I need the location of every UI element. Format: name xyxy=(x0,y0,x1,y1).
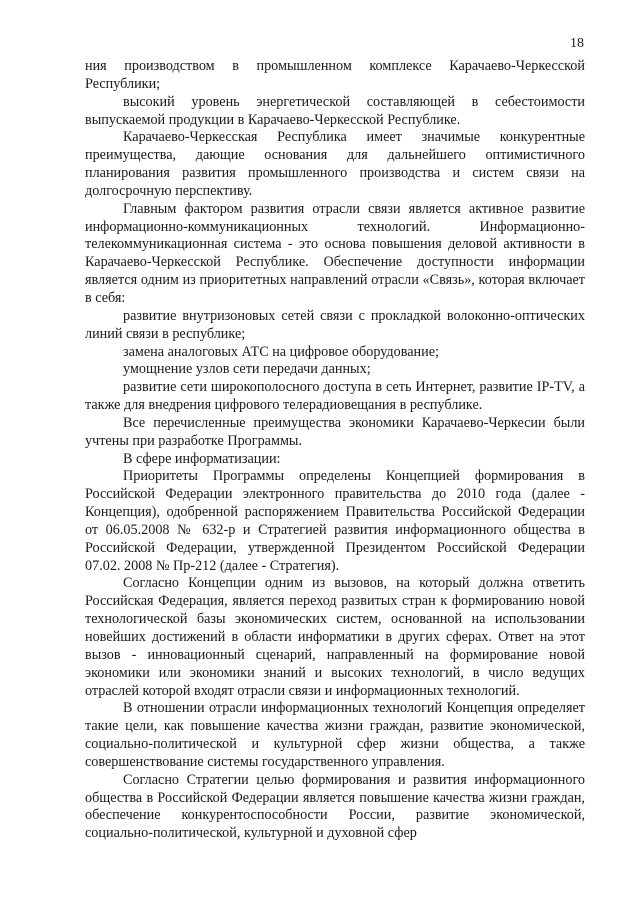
list-item: умощнение узлов сети передачи данных; xyxy=(123,361,371,378)
paragraph: Согласно Стратегии целью формирования и развития информационного общества в Российской Федерации является повышение качества жизни граждан, обеспечение конкурентоспособности России, развитие экономической, социально-политической, культурной и духовной сфер xyxy=(85,771,585,842)
list-item: развитие внутризоновых сетей связи с прокладкой волоконно-оптических линий связи в республике; xyxy=(85,307,585,342)
paragraph: В отношении отрасли информационных технологий Концепция определяет такие цели, как повышение качества жизни граждан, развитие экономической, социально-политической и культурной сфер жизни общества, а также совершенствование системы государственного управления. xyxy=(85,700,585,770)
paragraph: Согласно Концепции одним из вызовов, на который должна ответить Российская Федерация, является переход развитых стран к формированию новой технологической базы экономических систем, основанной на использовании новейших достижений в области информатики в других сферах. Ответ на этот вызов - инновационный сценарий, направленный на формирование новой экономики или экономики знаний и высоких технологий, в число ведущих отраслей которой входят отрасли связи и информационных технологий. xyxy=(85,575,585,699)
paragraph: Все перечисленные преимущества экономики Карачаево-Черкесии были учтены при разработке Программы. xyxy=(85,414,585,449)
paragraph-continuation: ния производством в промышленном комплексе Карачаево-Черкесской Республики; xyxy=(85,58,585,92)
paragraph: высокий уровень энергетической составляющей в себестоимости выпускаемой продукции в Карачаево-Черкесской Республике. xyxy=(85,93,585,128)
list-item: замена аналоговых АТС на цифровое оборудование; xyxy=(123,343,439,360)
document-body xyxy=(85,58,585,843)
paragraph: Главным фактором развития отрасли связи является активное развитие информационно-коммуникационных технологий. Информационно-телекоммуникационная система - это основа повышения деловой активности в Карачаево-Черкесской Республике. Обеспечение доступности информации является одним из приоритетных направлений отрасли «Связь», которая включает в себя: xyxy=(85,200,585,306)
page-number: 18 xyxy=(570,36,584,51)
section-heading: В сфере информатизации: xyxy=(123,450,281,467)
list-item: развитие сети широкополосного доступа в сеть Интернет, развитие IP-TV, а также для внедрения цифрового телерадиовещания в республике. xyxy=(85,379,585,414)
paragraph: Карачаево-Черкесская Республика имеет значимые конкурентные преимущества, дающие основания для дальнейшего оптимистичного планирования развития промышленного производства и систем связи на долгосрочную перспективу. xyxy=(85,129,585,199)
paragraph: Приоритеты Программы определены Концепцией формирования в Российской Федерации электронного правительства до 2010 года (далее - Концепция), одобренной распоряжением Правительства Российской Федерации от 06.05.2008 № 632-р и Стратегией развития информационного общества в Российской Федерации, утвержденной Президентом Российской Федерации 07.02. 2008 № Пр-212 (далее - Стратегия). xyxy=(85,468,585,574)
